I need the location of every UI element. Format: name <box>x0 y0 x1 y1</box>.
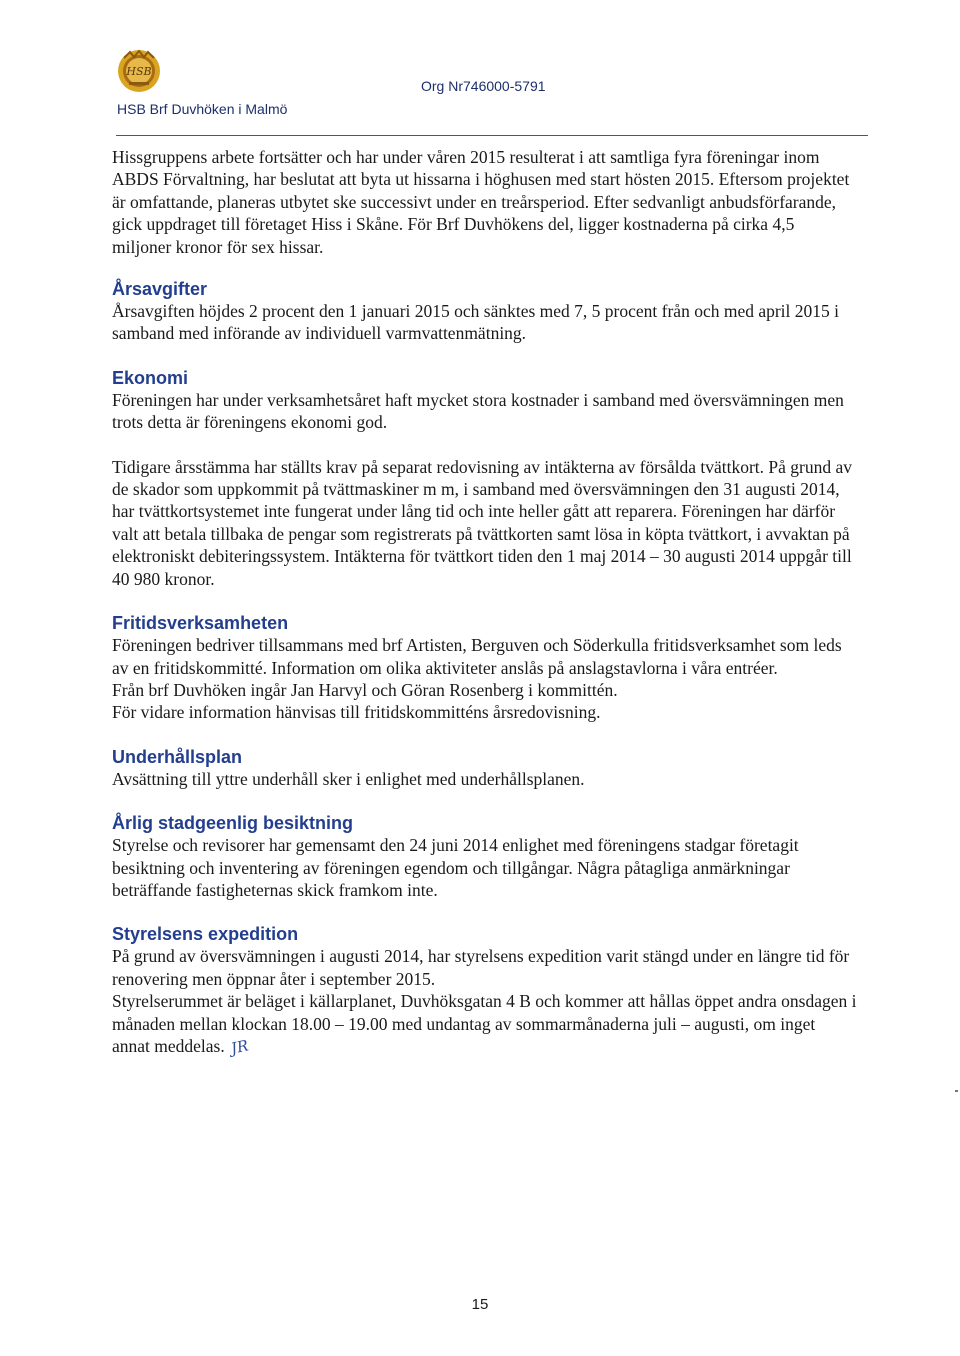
underhall-paragraph: Avsättning till yttre underhåll sker i enlighet med underhållsplanen. <box>112 768 585 789</box>
ekonomi-tvattkort-paragraph: Tidigare årsstämma har ställts krav på separat redovisning av intäkterna av försålda tvättkort. På grund av de skador som uppkommit på tvättmaskiner m m, i samband med översvämningen den 31 augusti 2014, har tvättkortsystemet inte fungerat under lång tid och inte heller gått att reparera. Föreningen har därför valt att betala tillbaka de pengar som registrerats på tvättkorten samt lösa in köpta tvättkort, i avvaktan på elektroniskt debiteringssystem. Intäkterna för tvättkort tiden den 1 maj 2014 – 30 augusti 2014 uppgår till 40 980 kronor. <box>112 456 852 589</box>
logo-text: HSB <box>126 65 152 78</box>
page-number: 15 <box>471 1296 489 1313</box>
fritid-line-committee: Från brf Duvhöken ingår Jan Harvyl och Göran Rosenberg i kommittén. <box>112 679 618 700</box>
expedition-paragraph: På grund av översvämningen i augusti 2014, har styrelsens expedition varit stängd under en längre tid för renovering men öppnar åter i september 2015. <box>112 946 850 989</box>
organization-number: Org Nr746000-5791 <box>421 78 546 94</box>
heading-fritidsverksamheten: Fritidsverksamheten <box>112 613 289 634</box>
heading-besiktning: Årlig stadgeenlig besiktning <box>112 813 354 834</box>
intro-paragraph: Hissgruppens arbete fortsätter och har under våren 2015 resulterat i att samtliga fyra föreningar inom ABDS Förvaltning, har beslutat att byta ut hissarna i höghusen med start hösten 2015. Eftersom projektet är omfattande, planeras utbytet ske successivt under en treårsperiod. Efter sedvanligt anbudsförfarande, gick uppdraget till företaget Hiss i Skåne. För Brf Duvhökens del, ligger kostnaderna på cirka 4,5 miljoner kronor för sex hissar. <box>112 147 850 257</box>
expedition-hours-text: Styrelserummet är beläget i källarplanet, Duvhöksgatan 4 B och kommer att hållas öppet andra onsdagen i månaden mellan klockan 18.00 – 19.00 med undantag av sommarmånaderna juli – augusti, om inget annat meddelas. <box>112 991 857 1056</box>
header-divider <box>116 135 868 136</box>
expedition-hours-paragraph <box>112 990 857 1058</box>
fritid-line-info: För vidare information hänvisas till fritidskommitténs årsredovisning. <box>112 702 601 723</box>
scan-mark <box>955 1090 958 1092</box>
heading-arsavgifter: Årsavgifter <box>112 279 208 300</box>
handwritten-initials: JR <box>229 1036 250 1058</box>
ekonomi-paragraph: Föreningen har under verksamhetsåret haft mycket stora kostnader i samband med översvämningen men trots detta är föreningens ekonomi god. <box>112 389 844 433</box>
fritid-paragraph: Föreningen bedriver tillsammans med brf Artisten, Berguven och Söderkulla fritidsverksamhet som leds av en fritidskommitté. Information om olika aktiviteter anslås på anslagstavlorna i våra entréer. <box>112 635 842 678</box>
organization-name: HSB Brf Duvhöken i Malmö <box>117 101 288 117</box>
document-body <box>112 146 857 1058</box>
heading-underhallsplan: Underhållsplan <box>112 746 243 767</box>
arsavgifter-paragraph: Årsavgiften höjdes 2 procent den 1 januari 2015 och sänktes med 7, 5 procent från och med april 2015 i samband med införande av individuell varmvattenmätning. <box>112 301 840 344</box>
hsb-logo <box>116 48 162 94</box>
besiktning-paragraph: Styrelse och revisorer har gemensamt den 24 juni 2014 enlighet med föreningens stadgar företagit besiktning och inventering av föreningen egendom och tillgångar. Några påtagliga anmärkningar beträffande fastigheternas skick framkom inte. <box>112 835 799 900</box>
heading-expedition: Styrelsens expedition <box>112 924 299 945</box>
heading-ekonomi: Ekonomi <box>112 367 189 388</box>
